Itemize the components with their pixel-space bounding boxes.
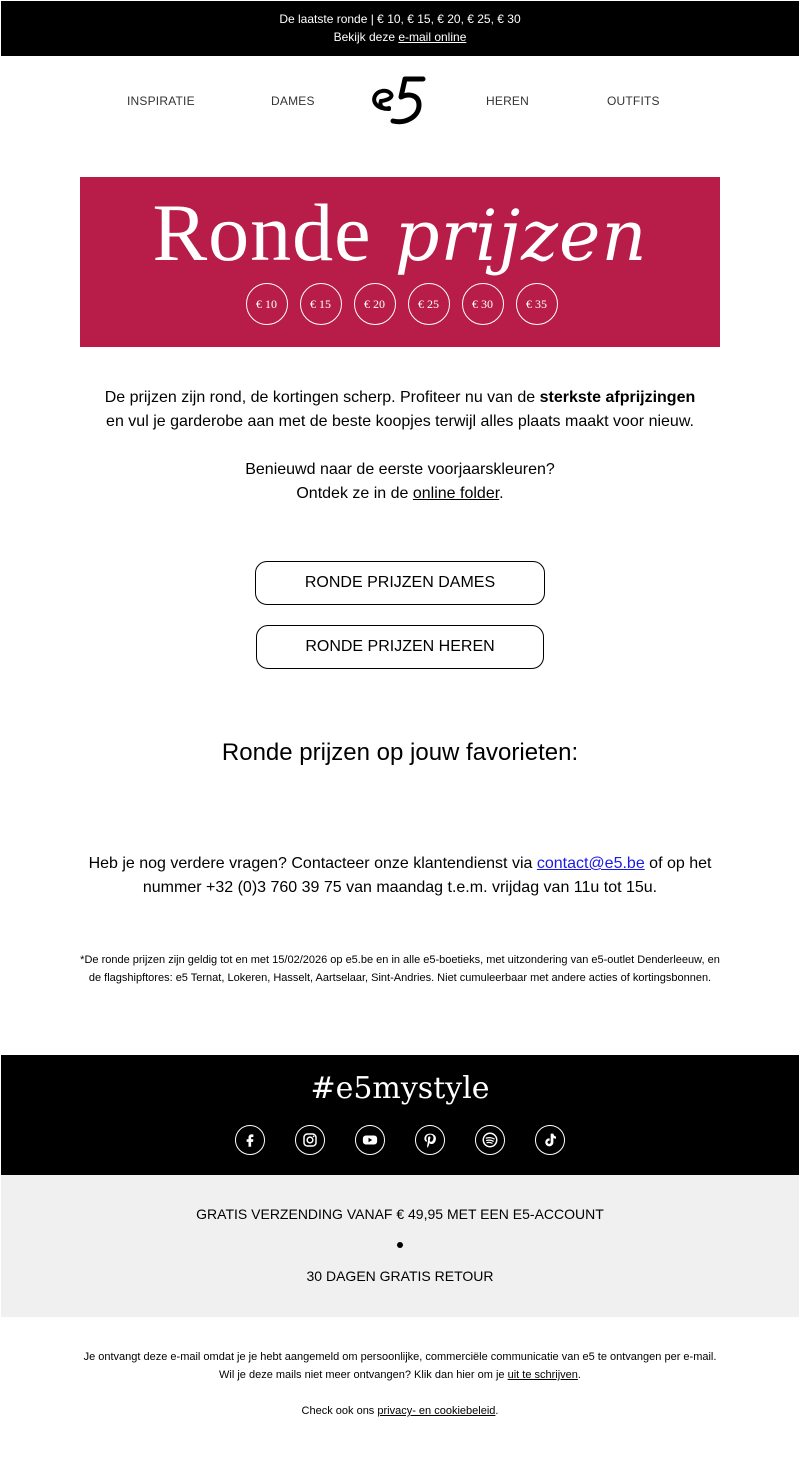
- price-chip: € 30: [462, 283, 504, 325]
- price-chip: € 25: [408, 283, 450, 325]
- legal-text-part: .: [495, 1405, 499, 1417]
- preheader-line: De laatste ronde | € 10, € 15, € 20, € 25, € 30: [279, 12, 521, 26]
- nav-item-inspiratie[interactable]: INSPIRATIE: [127, 94, 195, 108]
- intro-question: Benieuwd naar de eerste voorjaarskleuren?: [245, 461, 555, 478]
- contact-text: [80, 852, 720, 900]
- intro-folder-paragraph: [100, 458, 700, 506]
- main-nav: [0, 56, 800, 146]
- unsubscribe-paragraph: [80, 1348, 720, 1384]
- privacy-policy-link[interactable]: privacy- en cookiebeleid: [377, 1405, 496, 1417]
- favorites-title: Ronde prijzen op jouw favorieten:: [221, 739, 579, 766]
- usp-free-shipping: GRATIS VERZENDING VANAF € 49,95 MET EEN E5-ACCOUNT: [196, 1206, 604, 1222]
- ronde-prijzen-heren-button[interactable]: RONDE PRIJZEN HEREN: [256, 625, 544, 669]
- pinterest-icon[interactable]: [415, 1125, 445, 1155]
- hashtag-title: #e5mystyle: [310, 1071, 490, 1106]
- intro-text-part: De prijzen zijn rond, de kortingen scherp. Profiteer nu van de: [104, 389, 540, 406]
- preheader-bar: [1, 1, 799, 56]
- ronde-prijzen-dames-button[interactable]: RONDE PRIJZEN DAMES: [255, 561, 545, 605]
- spotify-icon[interactable]: [475, 1125, 505, 1155]
- contact-text-part: of op het nummer +32 (0)3 760 39 75 van maandag t.e.m. vrijdag van 11u tot 15u.: [142, 855, 712, 896]
- contact-email-link[interactable]: contact@e5.be: [536, 855, 645, 872]
- unsubscribe-link[interactable]: uit te schrijven: [507, 1369, 578, 1381]
- preheader-prefix: Bekijk deze: [333, 30, 399, 44]
- intro-text: [100, 386, 700, 506]
- intro-paragraph: [100, 386, 700, 434]
- price-chip: € 35: [516, 283, 558, 325]
- social-icons: [1, 1125, 799, 1155]
- price-chips: [80, 283, 720, 325]
- hero-title-italic: prijzen: [394, 195, 648, 277]
- nav-item-outfits[interactable]: OUTFITS: [607, 94, 660, 108]
- intro-text-part: en vul je garderobe aan met de beste koopjes terwijl alles plaats maakt voor nieuw.: [106, 413, 694, 430]
- price-chip: € 15: [300, 283, 342, 325]
- legal-text-part: Je ontvangt deze e-mail omdat je je hebt aangemeld om persoonlijke, commerciële communicatie van e5 te ontvangen per e-mail. Wil je deze mails niet meer ontvangen? Klik dan hier om je: [83, 1351, 717, 1381]
- contact-text-part: Heb je nog verdere vragen? Contacteer onze klantendienst via: [88, 855, 537, 872]
- usp-separator-dot: [397, 1242, 403, 1248]
- youtube-icon[interactable]: [355, 1125, 385, 1155]
- view-online-link[interactable]: e-mail online: [398, 30, 467, 44]
- legal-text-part: .: [577, 1369, 581, 1381]
- legal-footer: [80, 1348, 720, 1420]
- e5-logo-icon[interactable]: [369, 75, 431, 129]
- legal-text-part: Check ook ons: [301, 1405, 378, 1417]
- instagram-icon[interactable]: [295, 1125, 325, 1155]
- nav-item-dames[interactable]: DAMES: [271, 94, 315, 108]
- hero-banner[interactable]: [80, 177, 720, 347]
- social-section: [1, 1055, 799, 1175]
- preheader-view-online: [1, 28, 799, 46]
- facebook-icon[interactable]: [235, 1125, 265, 1155]
- price-chip: € 10: [246, 283, 288, 325]
- intro-text-part: Ontdek ze in de: [296, 485, 413, 502]
- hero-title-regular: Ronde: [152, 187, 372, 278]
- nav-item-heren[interactable]: HEREN: [486, 94, 530, 108]
- usp-free-returns: 30 DAGEN GRATIS RETOUR: [306, 1268, 494, 1284]
- usp-section: [1, 1175, 799, 1317]
- privacy-paragraph: [80, 1402, 720, 1420]
- hero-title: [80, 187, 720, 278]
- tiktok-icon[interactable]: [535, 1125, 565, 1155]
- intro-text-part: .: [499, 485, 504, 502]
- price-chip: € 20: [354, 283, 396, 325]
- online-folder-link[interactable]: online folder: [412, 485, 500, 502]
- disclaimer-text: *De ronde prijzen zijn geldig tot en met 15/02/2026 op e5.be en in alle e5-boetieks, met uitzondering van e5-outlet Denderleeuw, en de flagshipftores: e5 Ternat, Lokeren, Hasselt, Aartselaar, Sint-Andries. Niet cumuleerbaar met andere acties of kortingsbonnen.: [80, 954, 720, 984]
- intro-bold: sterkste afprijzingen: [539, 389, 696, 406]
